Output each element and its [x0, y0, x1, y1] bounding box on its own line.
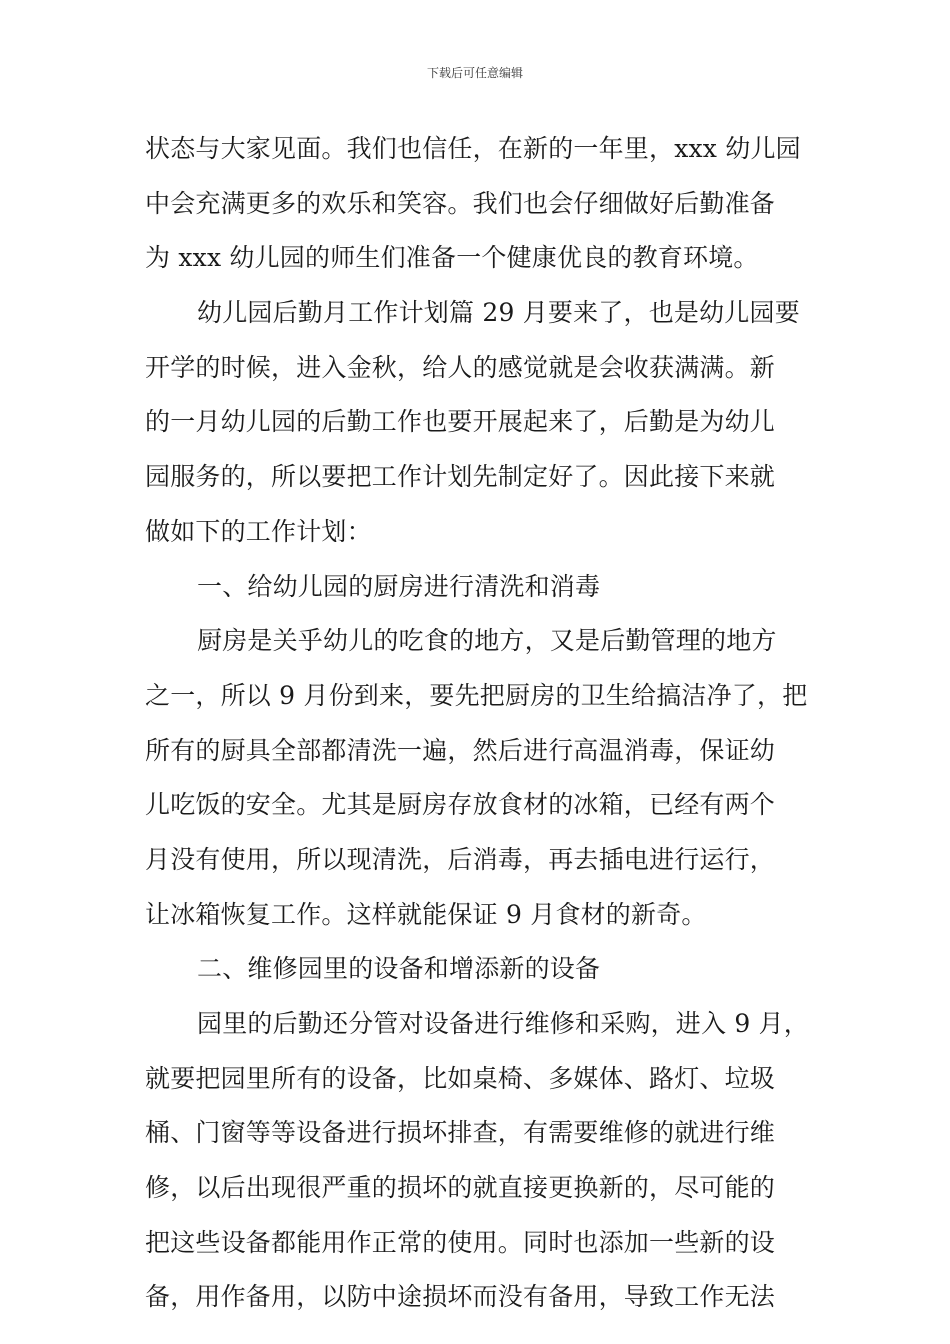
text-line: 让冰箱恢复工作。这样就能保证 9 月食材的新奇。 [145, 899, 707, 929]
text-line: 月没有使用，所以现清洗，后消毒，再去插电进行运行， [145, 844, 776, 874]
text-line: 中会充满更多的欢乐和笑容。我们也会仔细做好后勤准备 [145, 188, 776, 218]
text-line: 园服务的，所以要把工作计划先制定好了。因此接下来就 [145, 462, 776, 492]
text-line: 开学的时候，进入金秋，给人的感觉就是会收获满满。新 [145, 352, 776, 382]
section-heading: 二、维修园里的设备和增添新的设备 [197, 954, 601, 984]
section-heading: 一、给幼儿园的厨房进行清洗和消毒 [197, 571, 601, 601]
text-line: 儿吃饭的安全。尤其是厨房存放食材的冰箱，已经有两个 [145, 790, 776, 820]
page-header: 下载后可任意编辑 [426, 66, 523, 80]
text-line: 的一月幼儿园的后勤工作也要开展起来了，后勤是为幼儿 [145, 407, 776, 437]
text-line: 之一，所以 9 月份到来，要先把厨房的卫生给搞洁净了，把 [145, 680, 808, 710]
text-line: 桶、门窗等等设备进行损坏排查，有需要维修的就进行维 [145, 1118, 776, 1148]
text-line: 备，用作备用，以防中途损坏而没有备用，导致工作无法 [145, 1282, 776, 1312]
text-line: 做如下的工作计划： [145, 516, 372, 546]
text-line: 园里的后勤还分管对设备进行维修和采购，进入 9 月， [197, 1009, 810, 1038]
text-line: 所有的厨具全部都清洗一遍，然后进行高温消毒，保证幼 [145, 735, 776, 765]
text-line: 幼儿园后勤月工作计划篇 29 月要来了，也是幼儿园要 [197, 298, 800, 328]
document-body [145, 122, 810, 1325]
text-line: 厨房是关乎幼儿的吃食的地方，又是后勤管理的地方 [197, 626, 777, 656]
text-line: 为 xxx 幼儿园的师生们准备一个健康优良的教育环境。 [145, 243, 759, 273]
text-line: 就要把园里所有的设备，比如桌椅、多媒体、路灯、垃圾 [145, 1063, 776, 1093]
text-line: 修，以后出现很严重的损坏的就直接更换新的，尽可能的 [145, 1173, 776, 1203]
text-line: 把这些设备都能用作正常的使用。同时也添加一些新的设 [145, 1227, 776, 1257]
text-line: 状态与大家见面。我们也信任，在新的一年里，xxx 幼儿园 [145, 134, 801, 163]
